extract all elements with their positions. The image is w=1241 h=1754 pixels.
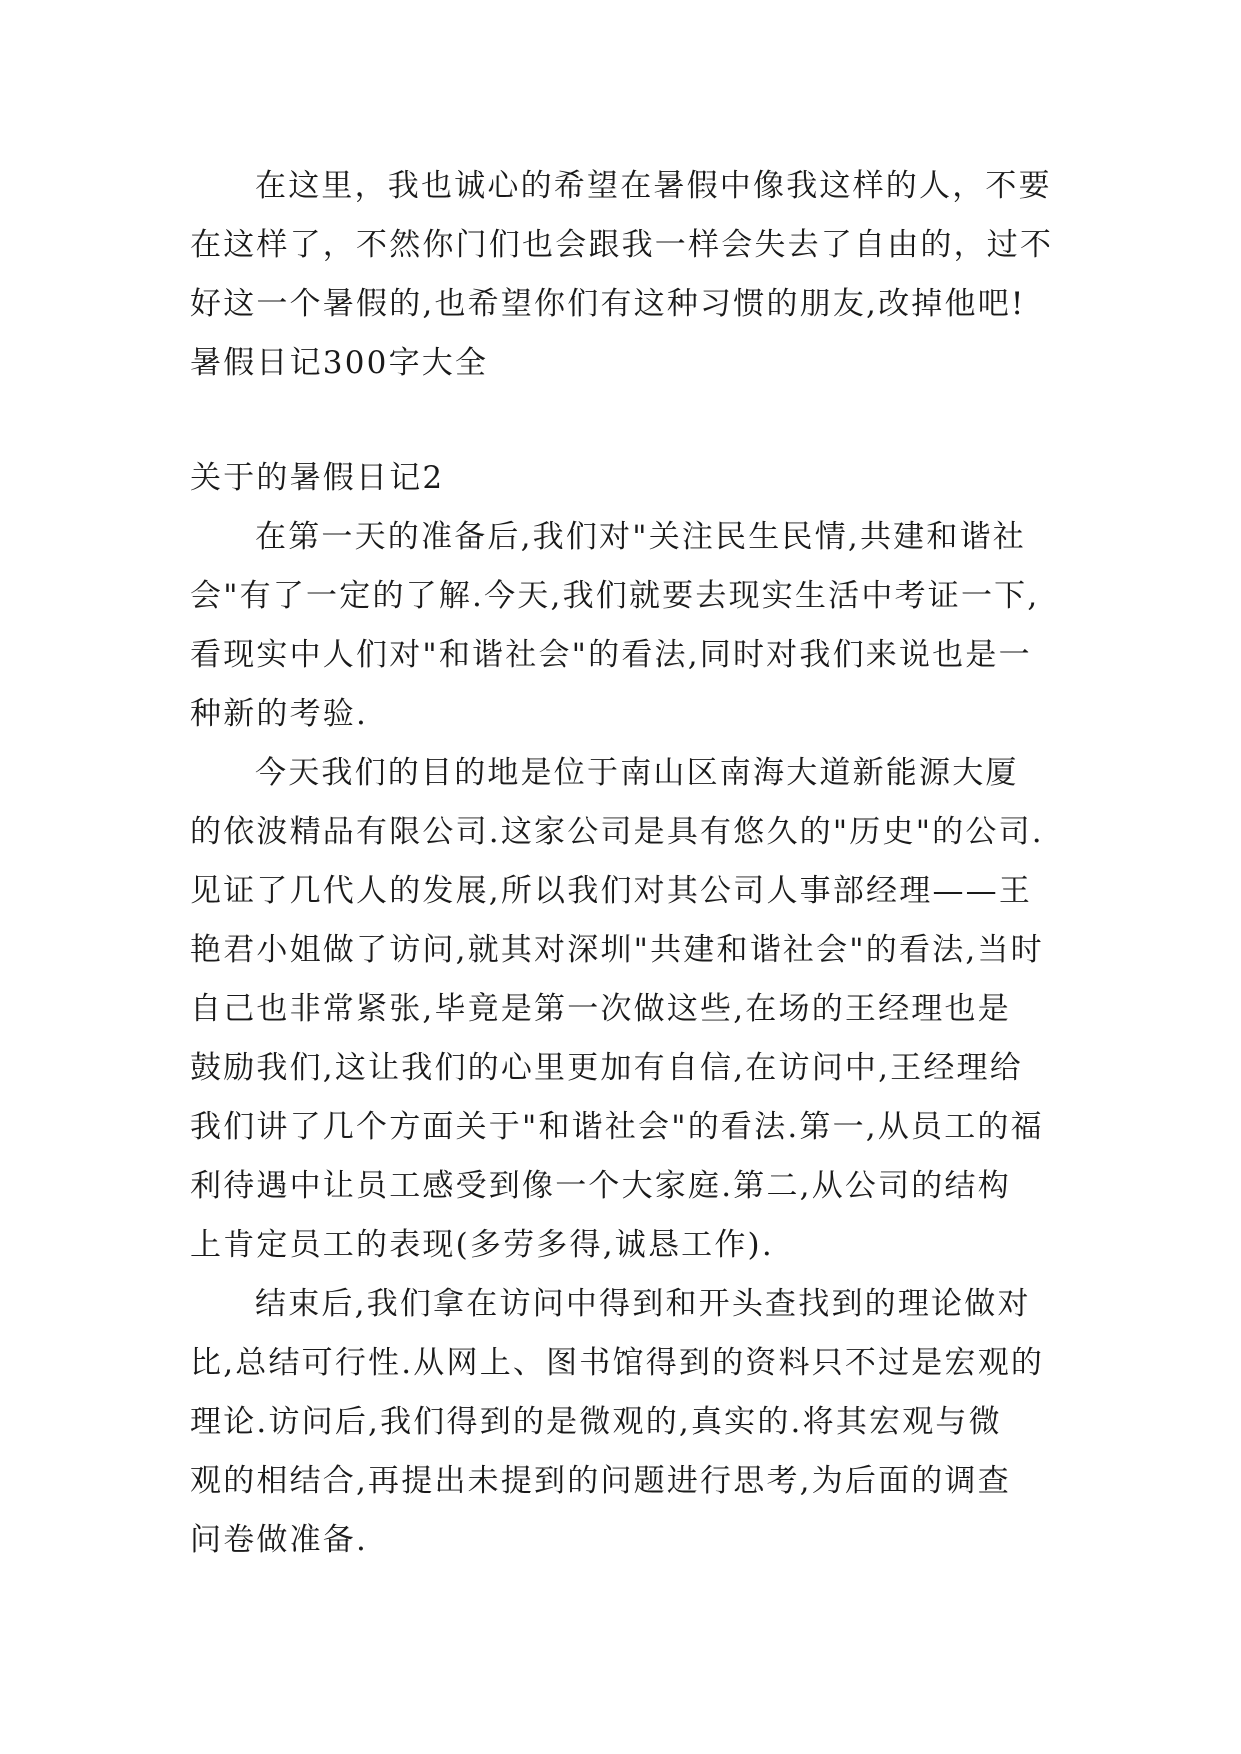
paragraph-line: 艳君小姐做了访问,就其对深圳"共建和谐社会"的看法,当时	[190, 932, 1044, 968]
paragraph-line: 比,总结可行性.从网上、图书馆得到的资料只不过是宏观的	[190, 1345, 1045, 1381]
paragraph-line: 结束后,我们拿在访问中得到和开头查找到的理论做对	[255, 1286, 1031, 1322]
paragraph-line: 在这样了，不然你门们也会跟我一样会失去了自由的，过不	[190, 227, 1054, 263]
paragraph-line: 我们讲了几个方面关于"和谐社会"的看法.第一,从员工的福	[190, 1109, 1044, 1145]
paragraph-line: 在第一天的准备后,我们对"关注民生民情,共建和谐社	[255, 519, 1026, 555]
paragraph-line: 在这里，我也诚心的希望在暑假中像我这样的人，不要	[255, 168, 1052, 204]
paragraph-line: 自己也非常紧张,毕竟是第一次做这些,在场的王经理也是	[190, 991, 1011, 1027]
paragraph-line: 利待遇中让员工感受到像一个大家庭.第二,从公司的结构	[190, 1168, 1011, 1204]
paragraph-line: 好这一个暑假的,也希望你们有这种习惯的朋友,改掉他吧!	[190, 286, 1026, 322]
paragraph-line: 今天我们的目的地是位于南山区南海大道新能源大厦	[255, 755, 1019, 791]
section-title: 关于的暑假日记2	[190, 460, 445, 496]
paragraph-line: 上肯定员工的表现(多劳多得,诚恳工作).	[190, 1227, 774, 1263]
paragraph-line: 鼓励我们,这让我们的心里更加有自信,在访问中,王经理给	[190, 1050, 1023, 1086]
paragraph-line: 见证了几代人的发展,所以我们对其公司人事部经理——王	[190, 873, 1033, 909]
paragraph-line: 问卷做准备.	[190, 1522, 369, 1558]
paragraph-line: 理论.访问后,我们得到的是微观的,真实的.将其宏观与微	[190, 1404, 1002, 1440]
subtitle: 暑假日记300字大全	[190, 345, 489, 381]
paragraph-line: 看现实中人们对"和谐社会"的看法,同时对我们来说也是一	[190, 637, 1032, 673]
paragraph-line: 的依波精品有限公司.这家公司是具有悠久的"历史"的公司.	[190, 814, 1044, 850]
paragraph-line: 种新的考验.	[190, 696, 369, 732]
paragraph-line: 观的相结合,再提出未提到的问题进行思考,为后面的调查	[190, 1463, 1011, 1499]
paragraph-line: 会"有了一定的了解.今天,我们就要去现实生活中考证一下,	[190, 578, 1040, 614]
